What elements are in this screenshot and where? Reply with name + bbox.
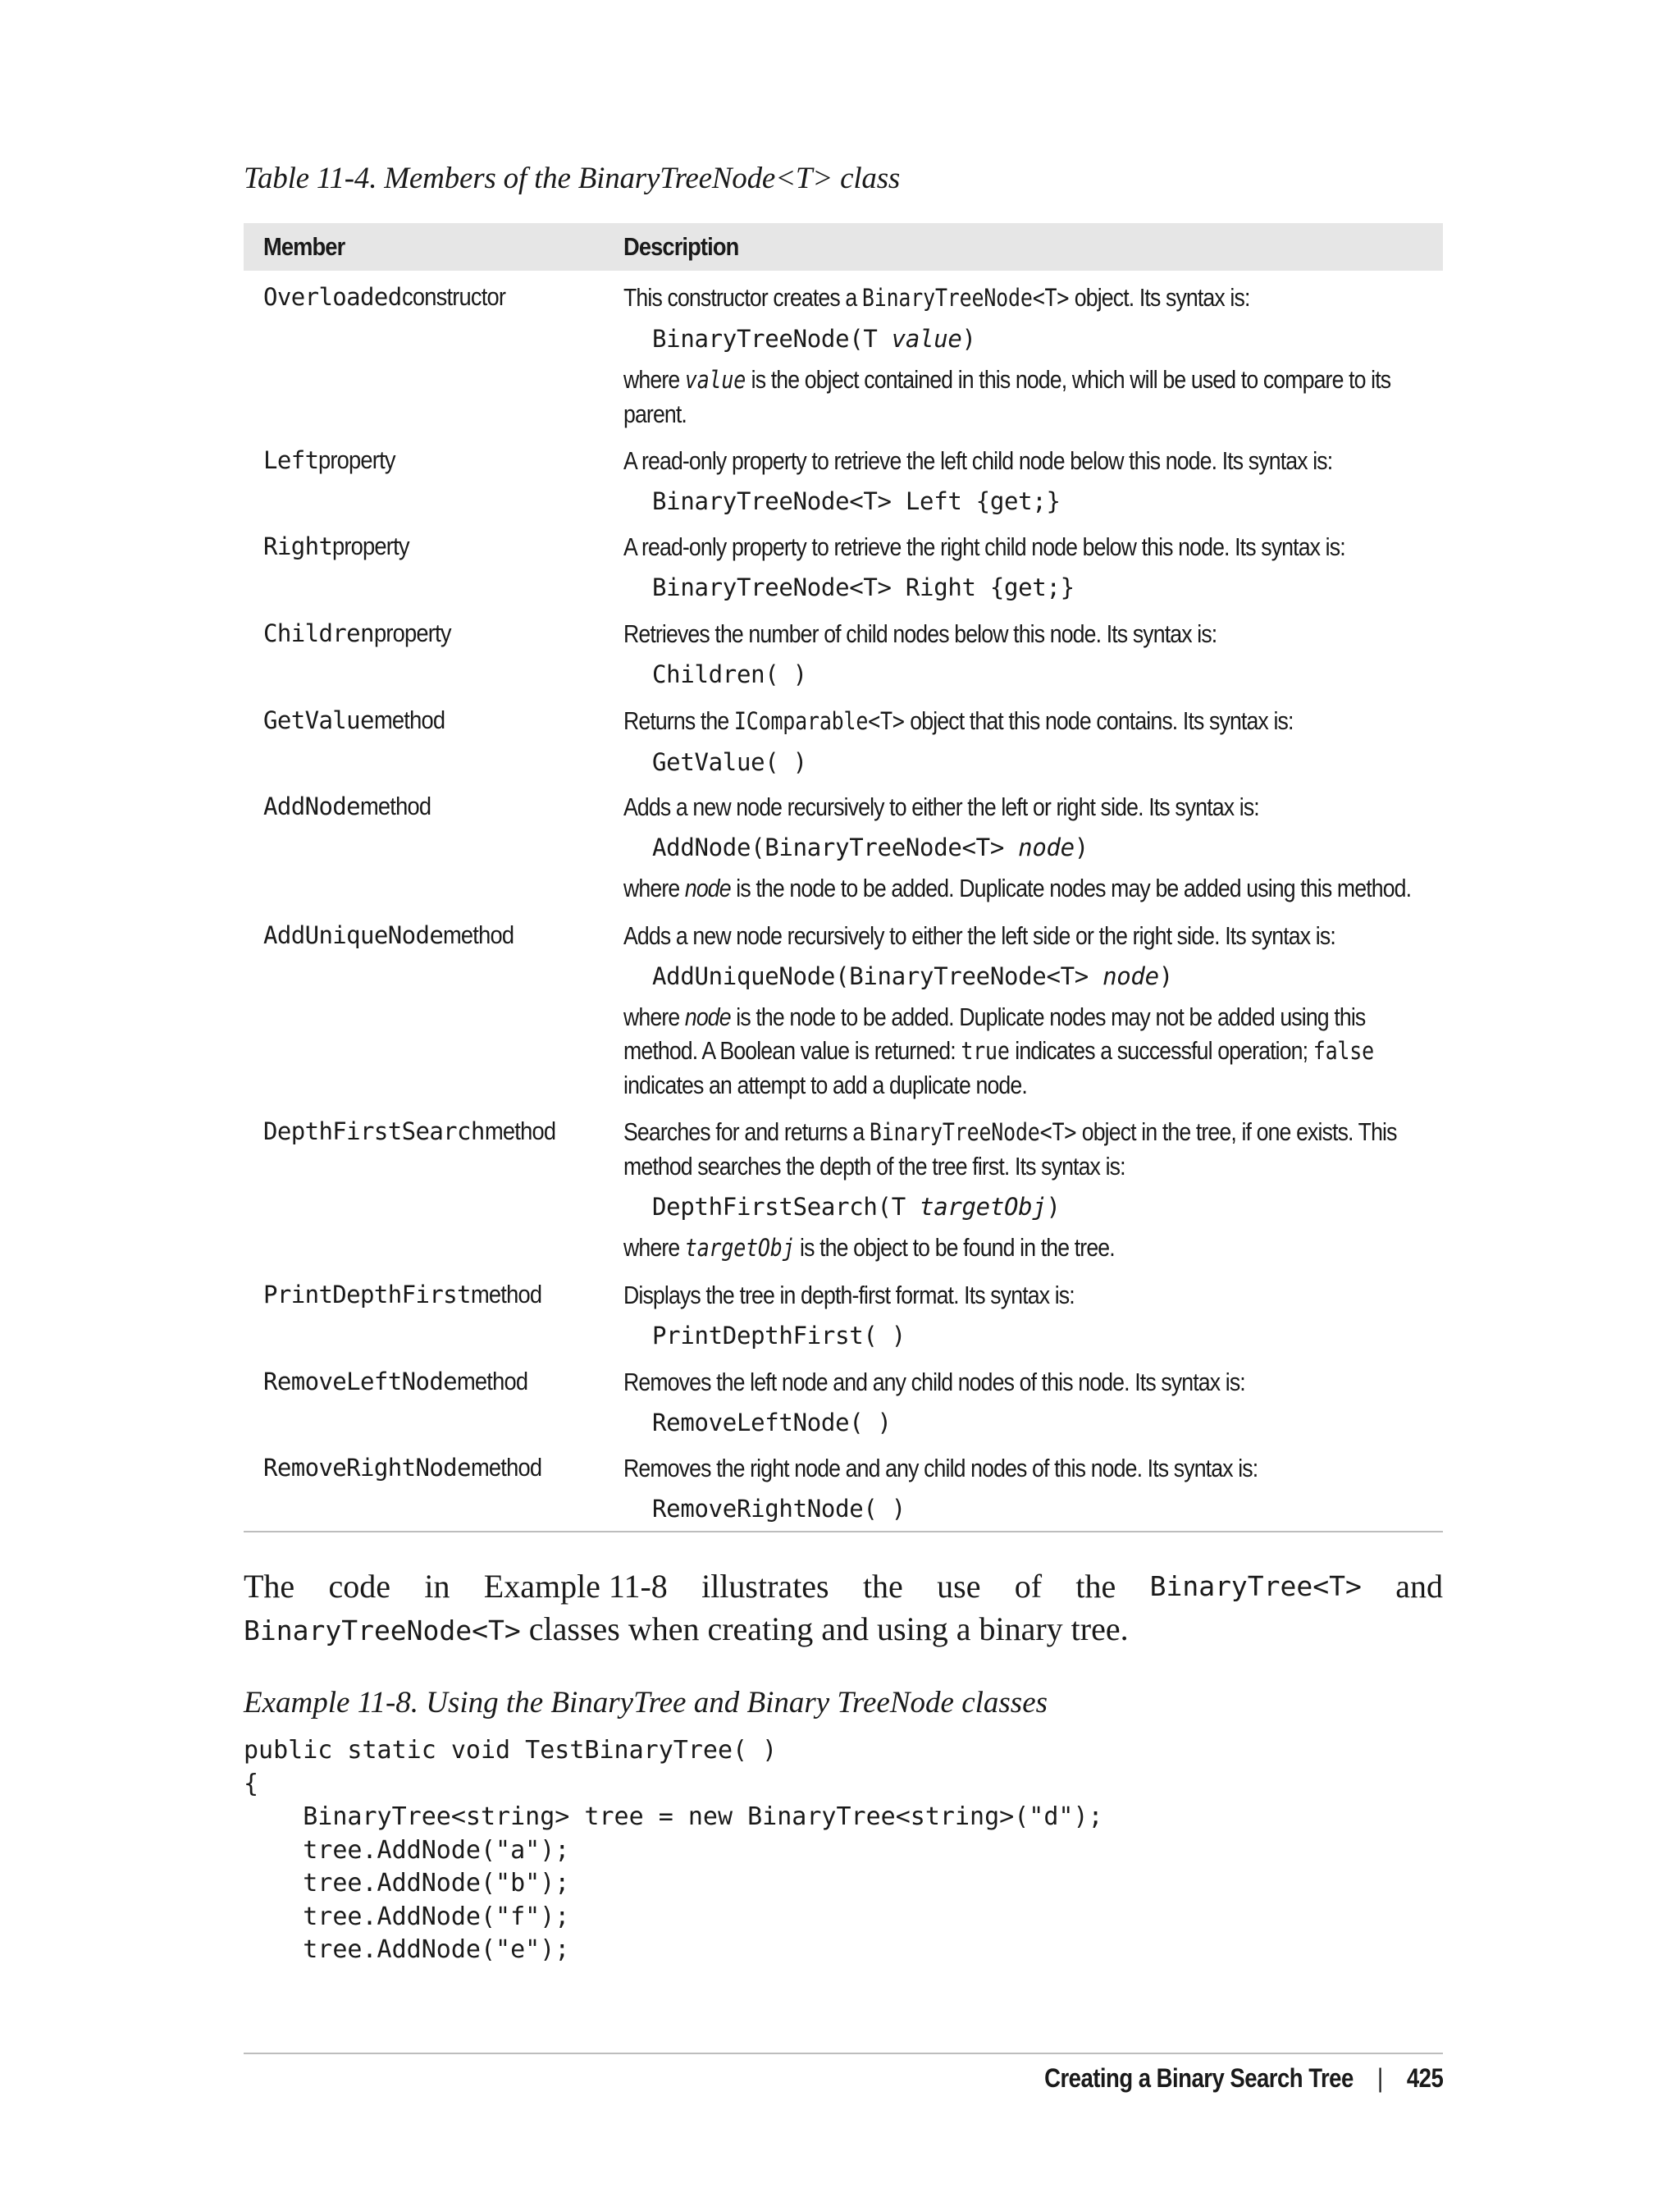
syntax-line: GetValue( )	[652, 748, 807, 776]
syntax-line: BinaryTreeNode<T> Right {get;}	[652, 573, 1075, 601]
body-paragraph: The code in Example 11-8 illustrates the use of the BinaryTree<T> and BinaryTreeNode<T> classes when creating and using a binary tree.	[244, 1565, 1443, 1652]
syntax-line: RemoveLeftNode( )	[652, 1409, 892, 1436]
code-line: tree.AddNode("a");	[244, 1835, 570, 1865]
member-description: Removes the left node and any child nodes of this node. Its syntax is: RemoveLeftNode( )	[623, 1365, 1444, 1446]
member-name: AddNodemethod	[263, 792, 431, 820]
member-name: RemoveLeftNodemethod	[263, 1367, 528, 1395]
member-description: Searches for and returns a BinaryTreeNode<T> object in the tree, if one exists. This method searches the depth of the tree first. Its syntax is: DepthFirstSearch(T targetObj) where targetObj is the object to be found in the tree.	[623, 1115, 1444, 1265]
table-caption: Table 11-4. Members of the BinaryTreeNode<T> class	[244, 162, 901, 195]
code-line: BinaryTree<string> tree = new BinaryTree<string>("d");	[244, 1802, 1103, 1831]
syntax-line: RemoveRightNode( )	[652, 1495, 906, 1523]
member-description: A read-only property to retrieve the left child node below this node. Its syntax is: BinaryTreeNode<T> Left {get;}	[623, 444, 1444, 525]
member-description: Adds a new node recursively to either the left or right side. Its syntax is: AddNode(BinaryTreeNode<T> node) where node is the node to be added. Duplicate nodes may be added using this method.	[623, 790, 1444, 905]
code-line: tree.AddNode("e");	[244, 1935, 570, 1964]
member-description: Returns the IComparable<T> object that this node contains. Its syntax is: GetValue( )	[623, 704, 1444, 786]
members-table	[244, 223, 1443, 1532]
code-line: tree.AddNode("f");	[244, 1902, 570, 1931]
running-section-title: Creating a Binary Search Tree	[1043, 2063, 1354, 2093]
code-line: tree.AddNode("b");	[244, 1869, 570, 1898]
syntax-line: DepthFirstSearch(T targetObj)	[652, 1193, 1061, 1221]
member-description: Displays the tree in depth-first format. Its syntax is: PrintDepthFirst( )	[623, 1278, 1444, 1359]
column-header-description: Description	[623, 232, 739, 261]
member-description: Retrieves the number of child nodes below this node. Its syntax is: Children( )	[623, 617, 1444, 698]
syntax-line: AddNode(BinaryTreeNode<T> node)	[652, 834, 1089, 861]
syntax-line: Children( )	[652, 660, 807, 688]
syntax-line: PrintDepthFirst( )	[652, 1322, 906, 1350]
member-name: GetValuemethod	[263, 706, 445, 734]
page-footer	[1044, 2060, 1443, 2096]
member-description: A read-only property to retrieve the right child node below this node. Its syntax is: BinaryTreeNode<T> Right {get;}	[623, 530, 1444, 611]
member-name: DepthFirstSearchmethod	[263, 1117, 556, 1145]
member-name: RemoveRightNodemethod	[263, 1453, 542, 1482]
member-name: Childrenproperty	[263, 619, 451, 647]
footer-rule	[244, 2053, 1443, 2054]
column-header-member: Member	[263, 232, 345, 261]
member-name: Overloadedconstructor	[263, 282, 505, 311]
member-name: Leftproperty	[263, 445, 396, 474]
example-link[interactable]: Example 11-8	[483, 1568, 668, 1605]
member-name: Rightproperty	[263, 532, 410, 560]
member-name: AddUniqueNodemethod	[263, 920, 514, 949]
member-description: Removes the right node and any child nodes of this node. Its syntax is: RemoveRightNode( )	[623, 1451, 1444, 1532]
example-caption: Example 11-8. Using the BinaryTree and Binary TreeNode classes	[244, 1686, 1048, 1720]
member-description: Adds a new node recursively to either the left side or the right side. Its syntax is: AddUniqueNode(BinaryTreeNode<T> node) where node is the node to be added. Duplicate nodes may not be added using this method. A Boolean value is returned: true indicates a successful operation; false indicates an attempt to add a duplicate node.	[623, 919, 1444, 1102]
member-name: PrintDepthFirstmethod	[263, 1280, 542, 1309]
table-header	[244, 223, 1443, 271]
syntax-line: AddUniqueNode(BinaryTreeNode<T> node)	[652, 962, 1173, 990]
footer-separator: |	[1376, 2063, 1383, 2093]
code-line: public static void TestBinaryTree( )	[244, 1736, 778, 1765]
syntax-line: BinaryTreeNode(T value)	[652, 325, 976, 353]
code-listing	[244, 1734, 1103, 1967]
syntax-line: BinaryTreeNode<T> Left {get;}	[652, 487, 1061, 515]
code-line: {	[244, 1769, 259, 1798]
page-number: 425	[1406, 2063, 1443, 2093]
member-description: This constructor creates a BinaryTreeNode<T> object. Its syntax is: BinaryTreeNode(T value) where value is the object contained in this node, which will be used to compare to its parent.	[623, 281, 1444, 431]
